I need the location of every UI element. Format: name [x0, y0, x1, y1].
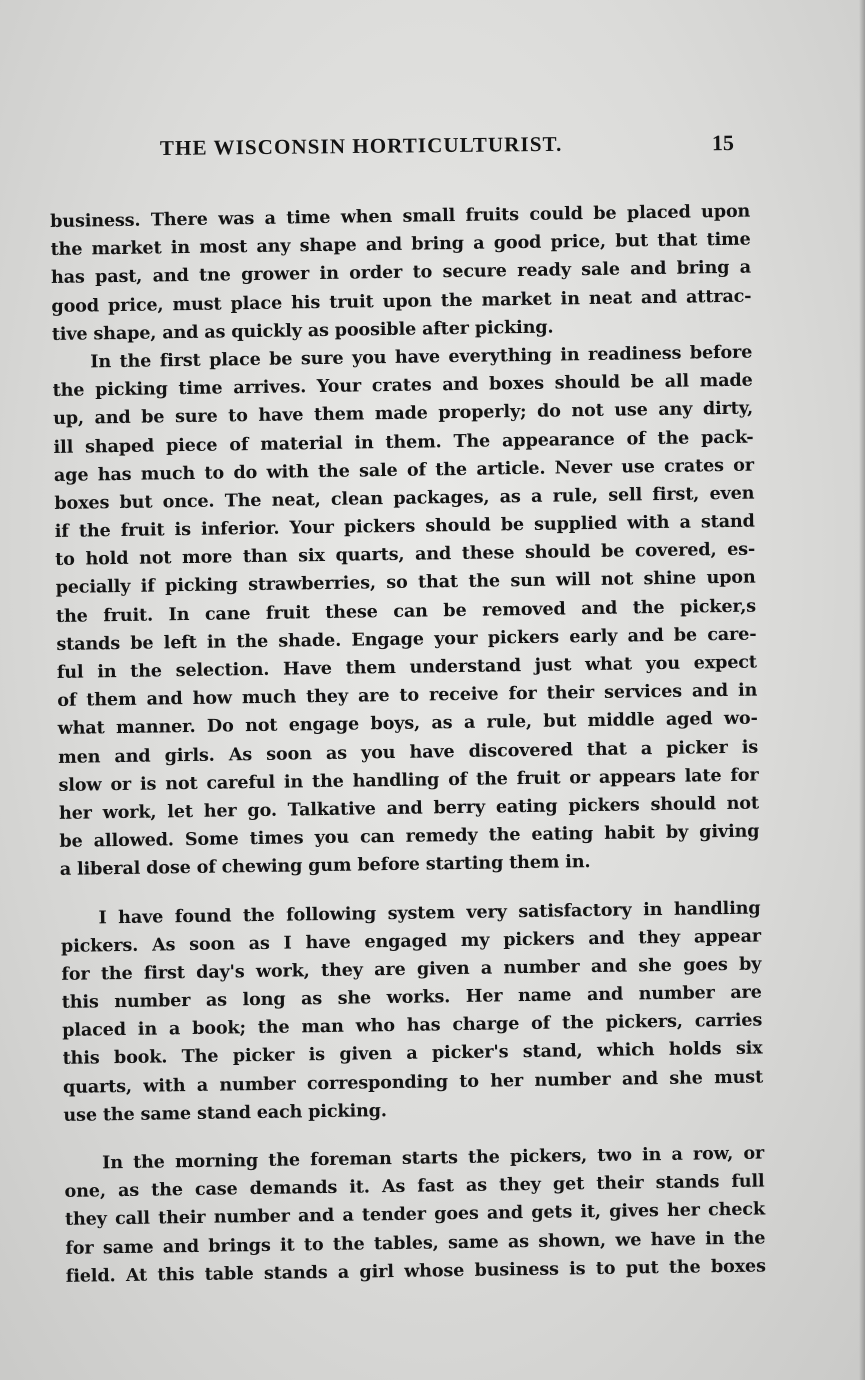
text-line: for the first day's work, they are given a number and she goes by	[61, 953, 762, 985]
text-line: the market in most any shape and bring a good price, but that time	[50, 228, 751, 261]
running-head	[160, 130, 734, 166]
paragraph	[50, 198, 752, 349]
text-line: the picking time arrives. Your crates and boxes should be all made	[52, 369, 753, 402]
text-line: they call their number and a tender goes and gets it, gives her check	[64, 1198, 766, 1231]
text-line: pickers. As soon as I have engaged my pickers and they appear	[60, 925, 762, 957]
text-line: good price, must place his truit upon the market in neat and attrac-	[51, 285, 752, 317]
text-line: if the fruit is inferior. Your pickers should be supplied with a stand	[54, 510, 755, 543]
text-line: ful in the selection. Have them understand just what you expect	[56, 651, 757, 683]
text-line: be allowed. Some times you can remedy the eating habit by giving	[59, 820, 760, 853]
text-line: In the first place be sure you have everything in readiness before	[90, 341, 753, 373]
text-line: quarts, with a number corresponding to her number and she must	[62, 1066, 764, 1098]
text-line: her work, let her go. Talkative and berry eating pickers should not	[58, 792, 760, 824]
text-line: men and girls. As soon as you have discovered that a picker is	[57, 736, 759, 768]
text-line: pecially if picking strawberries, so that the sun will not shine upon	[55, 567, 756, 599]
text-line: ill shaped piece of material in them. The appearance of the pack-	[53, 426, 754, 458]
text-line: for same and brings it to the tables, same as shown, we have in the	[65, 1227, 766, 1259]
text-line: the fruit. In cane fruit these can be removed and the picker,s	[55, 595, 757, 627]
text-line: In the morning the foreman starts the pickers, two in a row, or	[102, 1142, 765, 1174]
text-line: what manner. Do not engage boys, as a rule, but middle aged wo-	[57, 707, 758, 740]
text-line: this number as long as she works. Her name and number are	[61, 981, 762, 1013]
text-line: stands be left in the shade. Engage your pickers early and be care-	[56, 623, 757, 655]
page-number: 15	[711, 129, 735, 156]
text-line: to hold not more than six quarts, and these should be covered, es-	[55, 538, 756, 571]
paragraph	[60, 894, 763, 1130]
page-edge-shadow	[859, 0, 865, 1380]
text-line: has past, and tne grower in order to secure ready sale and bring a	[50, 256, 752, 289]
text-line: one, as the case demands it. As fast as they get their stands full	[64, 1170, 765, 1203]
text-line: tive shape, and as quickly as poosible after picking.	[51, 316, 554, 345]
paragraph	[64, 1140, 766, 1291]
text-line: this book. The picker is given a picker's stand, which holds six	[62, 1037, 763, 1070]
text-line: business. There was a time when small fruits could be placed upon	[50, 200, 751, 232]
text-line: a liberal dose of chewing gum before starting them in.	[59, 851, 591, 881]
text-line: placed in a book; the man who has charge of the pickers, carries	[62, 1009, 763, 1042]
journal-title: THE WISCONSIN HORTICULTURIST.	[159, 131, 563, 160]
paragraph	[52, 339, 760, 885]
text-line: slow or is not careful in the handling of the fruit or appears late for	[58, 764, 759, 796]
body-text	[50, 198, 766, 1291]
text-line: of them and how much they are to receive for their services and in	[57, 679, 758, 712]
text-line: use the same stand each picking.	[63, 1099, 387, 1126]
text-line: age has much to do with the sale of the article. Never use crates or	[53, 454, 755, 486]
text-line: boxes but once. The neat, clean packages, as a rule, sell first, even	[54, 482, 755, 514]
text-line: up, and be sure to have them made properly; do not use any dirty,	[52, 397, 754, 430]
text-line: I have found the following system very satisfactory in handling	[98, 897, 761, 928]
text-line: field. At this table stands a girl whose business is to put the boxes	[65, 1255, 766, 1287]
